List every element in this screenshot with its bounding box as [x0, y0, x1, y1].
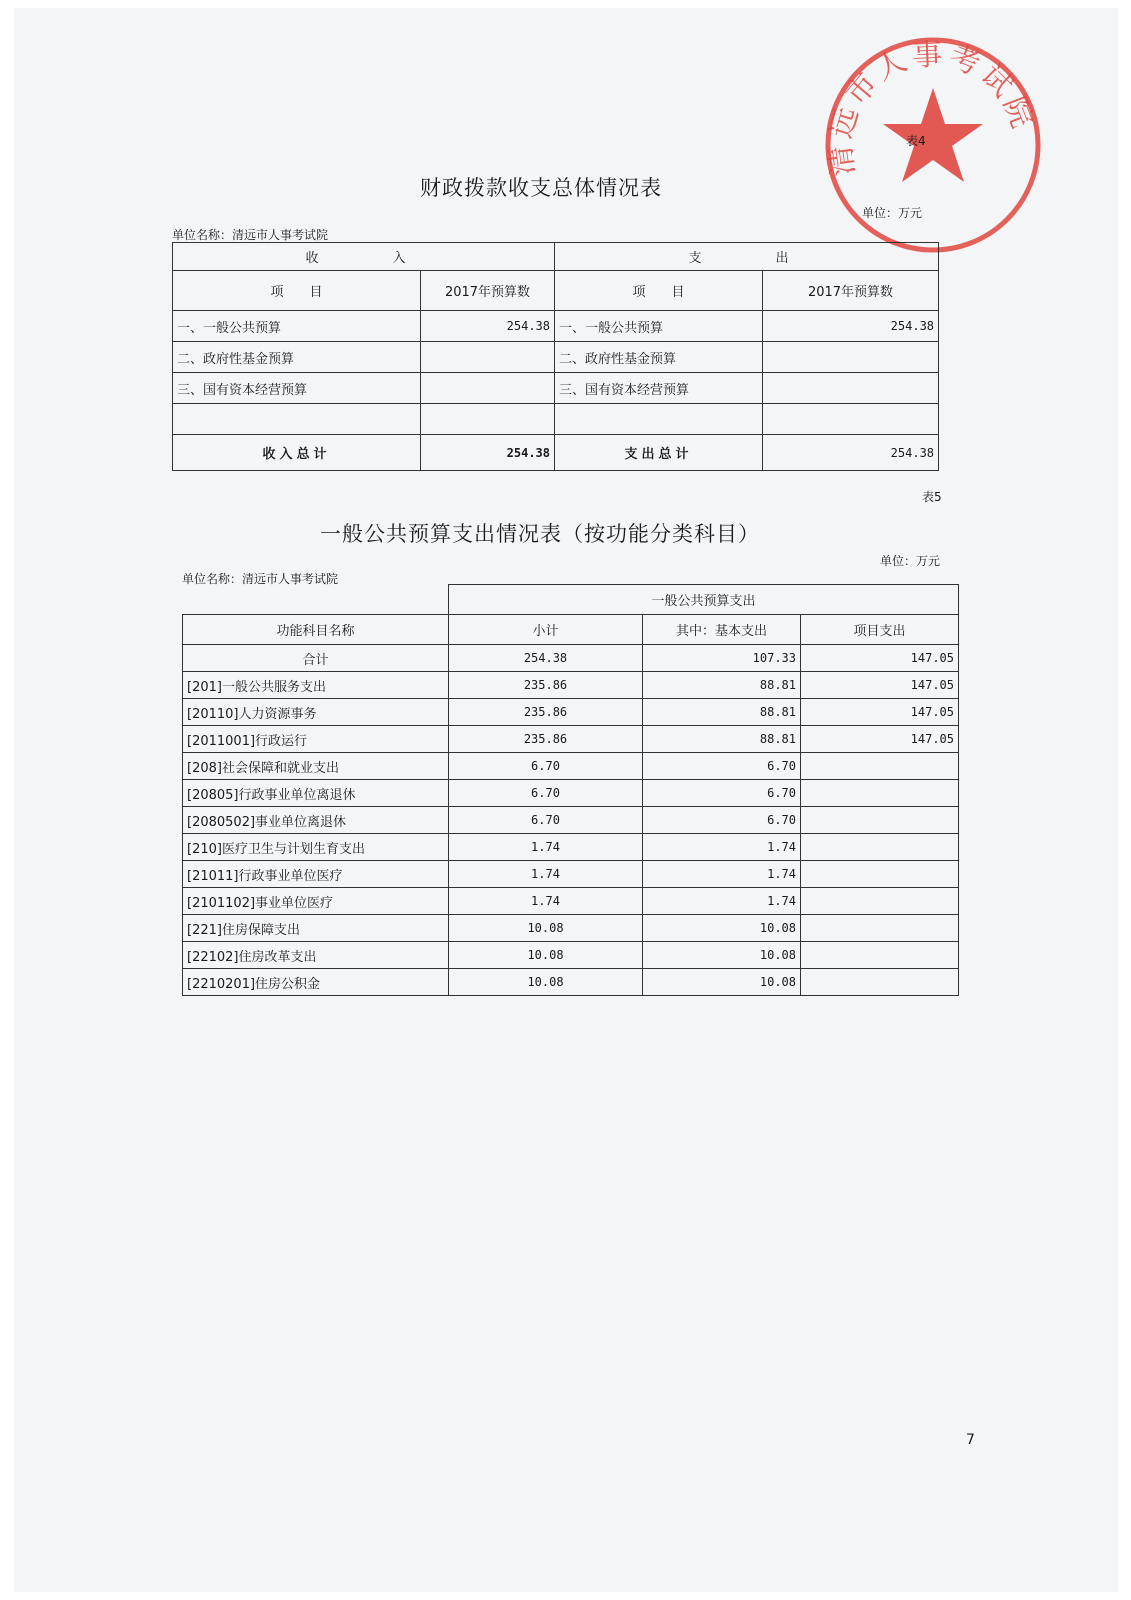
- basic-value: 88.81: [643, 726, 801, 753]
- table-row: [173, 404, 939, 435]
- expense-item: 二、政府性基金预算: [555, 342, 763, 373]
- table-row: [183, 699, 959, 726]
- basic-value: 107.33: [643, 645, 801, 672]
- expense-value: [763, 404, 939, 435]
- blank-header-cell: [183, 585, 449, 615]
- project-value: [801, 834, 959, 861]
- basic-value: 1.74: [643, 834, 801, 861]
- function-name: [2011001]行政运行: [183, 726, 449, 753]
- subtotal-value: 254.38: [449, 645, 643, 672]
- table-row: [183, 888, 959, 915]
- income-budget-header: 2017年预算数: [421, 271, 555, 311]
- income-total-label: 收入总计: [173, 435, 421, 471]
- table-row: [183, 915, 959, 942]
- table-row: [173, 342, 939, 373]
- table4-title: 财政拨款收支总体情况表: [420, 176, 662, 200]
- function-name: [201]一般公共服务支出: [183, 672, 449, 699]
- page-number: 7: [966, 1432, 975, 1448]
- expense-value: 254.38: [763, 311, 939, 342]
- project-value: [801, 807, 959, 834]
- table5-org: 单位名称：清远市人事考试院: [182, 572, 339, 586]
- total-row: [173, 435, 939, 471]
- table5: [182, 584, 959, 996]
- income-item: [173, 404, 421, 435]
- project-value: [801, 888, 959, 915]
- table-row: [183, 807, 959, 834]
- project-value: 147.05: [801, 645, 959, 672]
- official-seal: [818, 30, 1048, 260]
- subtotal-value: 10.08: [449, 915, 643, 942]
- income-value: [421, 342, 555, 373]
- project-value: [801, 915, 959, 942]
- svg-text:清远市人事考试院: 清远市人事考试院: [822, 37, 1041, 178]
- subtotal-value: 1.74: [449, 888, 643, 915]
- expense-item: 一、一般公共预算: [555, 311, 763, 342]
- table4-tag: 表4: [906, 134, 926, 148]
- expense-value: [763, 373, 939, 404]
- name-header: 功能科目名称: [183, 615, 449, 645]
- project-value: 147.05: [801, 699, 959, 726]
- basic-value: 6.70: [643, 780, 801, 807]
- income-item: 三、国有资本经营预算: [173, 373, 421, 404]
- project-value: [801, 861, 959, 888]
- basic-value: 10.08: [643, 915, 801, 942]
- table5-unit: 单位：万元: [880, 554, 941, 568]
- income-value: [421, 404, 555, 435]
- table4-org: 单位名称：清远市人事考试院: [172, 228, 329, 242]
- table-row: [183, 780, 959, 807]
- basic-value: 10.08: [643, 969, 801, 996]
- income-total-value: 254.38: [421, 435, 555, 471]
- income-header: 收 入: [173, 243, 555, 271]
- project-value: 147.05: [801, 672, 959, 699]
- basic-value: 1.74: [643, 888, 801, 915]
- project-value: [801, 753, 959, 780]
- expense-value: [763, 342, 939, 373]
- function-name: [208]社会保障和就业支出: [183, 753, 449, 780]
- table4-unit: 单位：万元: [862, 206, 923, 220]
- table5-tag: 表5: [922, 490, 942, 504]
- table-row: [183, 645, 959, 672]
- income-item: 一、一般公共预算: [173, 311, 421, 342]
- subtotal-value: 1.74: [449, 861, 643, 888]
- subtotal-value: 6.70: [449, 807, 643, 834]
- basic-value: 6.70: [643, 807, 801, 834]
- function-name: [22102]住房改革支出: [183, 942, 449, 969]
- expense-item: [555, 404, 763, 435]
- expense-total-value: 254.38: [763, 435, 939, 471]
- table-row: [183, 726, 959, 753]
- table-row: [183, 672, 959, 699]
- function-name: [20110]人力资源事务: [183, 699, 449, 726]
- income-value: [421, 373, 555, 404]
- subtotal-value: 235.86: [449, 672, 643, 699]
- expense-total-label: 支出总计: [555, 435, 763, 471]
- income-item: 二、政府性基金预算: [173, 342, 421, 373]
- function-name: [221]住房保障支出: [183, 915, 449, 942]
- subtotal-value: 6.70: [449, 753, 643, 780]
- table4: [172, 242, 939, 471]
- table-row: [173, 311, 939, 342]
- income-value: 254.38: [421, 311, 555, 342]
- project-value: [801, 969, 959, 996]
- basic-value: 6.70: [643, 753, 801, 780]
- table-row: [183, 861, 959, 888]
- basic-value: 88.81: [643, 672, 801, 699]
- subtotal-value: 6.70: [449, 780, 643, 807]
- project-value: [801, 942, 959, 969]
- expense-budget-header: 2017年预算数: [763, 271, 939, 311]
- expense-item-header: 项 目: [555, 271, 763, 311]
- project-header: 项目支出: [801, 615, 959, 645]
- subtotal-value: 1.74: [449, 834, 643, 861]
- subtotal-header: 小计: [449, 615, 643, 645]
- income-item-header: 项 目: [173, 271, 421, 311]
- subtotal-value: 10.08: [449, 942, 643, 969]
- subtotal-value: 235.86: [449, 699, 643, 726]
- table-row: [183, 753, 959, 780]
- function-name: [2080502]事业单位离退休: [183, 807, 449, 834]
- function-name: 合计: [183, 645, 449, 672]
- subtotal-value: 235.86: [449, 726, 643, 753]
- expense-item: 三、国有资本经营预算: [555, 373, 763, 404]
- project-value: [801, 780, 959, 807]
- function-name: [21011]行政事业单位医疗: [183, 861, 449, 888]
- group-header: 一般公共预算支出: [449, 585, 959, 615]
- function-name: [20805]行政事业单位离退休: [183, 780, 449, 807]
- table-row: [173, 373, 939, 404]
- basic-value: 1.74: [643, 861, 801, 888]
- basic-header: 其中：基本支出: [643, 615, 801, 645]
- function-name: [2210201]住房公积金: [183, 969, 449, 996]
- subtotal-value: 10.08: [449, 969, 643, 996]
- basic-value: 10.08: [643, 942, 801, 969]
- table-row: [183, 834, 959, 861]
- project-value: 147.05: [801, 726, 959, 753]
- function-name: [2101102]事业单位医疗: [183, 888, 449, 915]
- function-name: [210]医疗卫生与计划生育支出: [183, 834, 449, 861]
- basic-value: 88.81: [643, 699, 801, 726]
- table-row: [183, 942, 959, 969]
- table-row: [183, 969, 959, 996]
- expense-header: 支 出: [555, 243, 939, 271]
- table5-title: 一般公共预算支出情况表（按功能分类科目）: [320, 522, 760, 546]
